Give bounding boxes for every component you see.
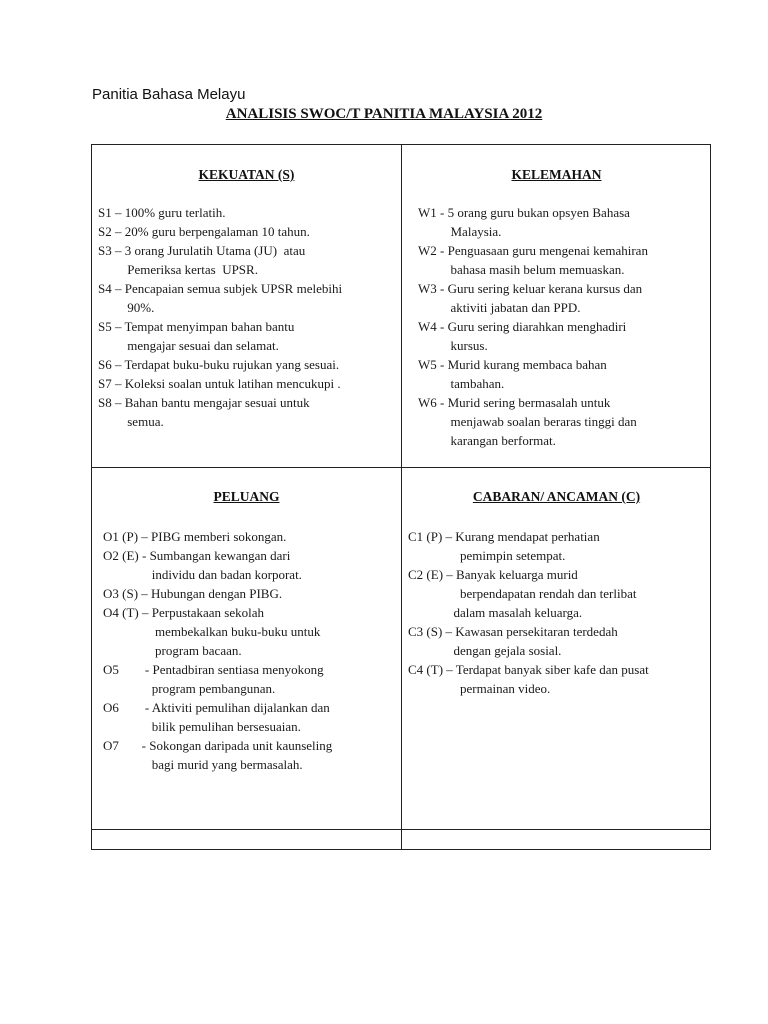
list-item: Malaysia. <box>418 224 502 239</box>
list-item: O1 (P) – PIBG memberi sokongan. <box>103 529 287 544</box>
list-item: program pembangunan. <box>103 681 276 696</box>
list-item: program bacaan. <box>103 643 242 658</box>
list-item: menjawab soalan beraras tinggi dan <box>418 414 637 429</box>
list-item: W2 - Penguasaan guru mengenai kemahiran <box>418 243 648 258</box>
list-item: 90%. <box>98 300 155 315</box>
panel-name: Panitia Bahasa Melayu <box>92 86 246 103</box>
list-item: S2 – 20% guru berpengalaman 10 tahun. <box>98 224 310 239</box>
list-item: W6 - Murid sering bermasalah untuk <box>418 395 611 410</box>
list-item: membekalkan buku-buku untuk <box>103 624 321 639</box>
list-item: S5 – Tempat menyimpan bahan bantu <box>98 319 295 334</box>
list-item: W3 - Guru sering keluar kerana kursus dan <box>418 281 643 296</box>
list-item: O4 (T) – Perpustakaan sekolah <box>103 605 265 620</box>
list-item: dengan gejala sosial. <box>408 643 562 658</box>
strengths-title: KEKUATAN (S) <box>198 167 295 182</box>
opportunities-list <box>103 527 399 774</box>
weaknesses-list <box>418 203 708 450</box>
list-item: S3 – 3 orang Jurulatih Utama (JU) atau <box>98 243 306 258</box>
list-item: W1 - 5 orang guru bukan opsyen Bahasa <box>418 205 630 220</box>
list-item: tambahan. <box>418 376 505 391</box>
list-item: aktiviti jabatan dan PPD. <box>418 300 581 315</box>
list-item: kursus. <box>418 338 488 353</box>
list-item: S8 – Bahan bantu mengajar sesuai untuk <box>98 395 310 410</box>
list-item: C4 (T) – Terdapat banyak siber kafe dan pusat <box>408 662 649 677</box>
list-item: S4 – Pencapaian semua subjek UPSR melebihi <box>98 281 343 296</box>
list-item: O5 - Pentadbiran sentiasa menyokong <box>103 662 324 677</box>
list-item: dalam masalah keluarga. <box>408 605 583 620</box>
list-item: Pemeriksa kertas UPSR. <box>98 262 258 277</box>
list-item: S1 – 100% guru terlatih. <box>98 205 226 220</box>
list-item: mengajar sesuai dan selamat. <box>98 338 279 353</box>
list-item: C2 (E) – Banyak keluarga murid <box>408 567 578 582</box>
list-item: C1 (P) – Kurang mendapat perhatian <box>408 529 600 544</box>
list-item: permainan video. <box>408 681 551 696</box>
list-item: pemimpin setempat. <box>408 548 566 563</box>
list-item: O6 - Aktiviti pemulihan dijalankan dan <box>103 700 330 715</box>
list-item: semua. <box>98 414 164 429</box>
list-item: S6 – Terdapat buku-buku rujukan yang sesuai. <box>98 357 340 372</box>
weaknesses-title: KELEMAHAN <box>511 167 602 182</box>
opportunities-title: PELUANG <box>213 489 280 504</box>
list-item: W5 - Murid kurang membaca bahan <box>418 357 607 372</box>
challenges-title: CABARAN/ ANCAMAN (C) <box>472 489 641 504</box>
list-item: O2 (E) - Sumbangan kewangan dari <box>103 548 291 563</box>
list-item: bilik pemulihan bersesuaian. <box>103 719 301 734</box>
list-item: O7 - Sokongan daripada unit kaunseling <box>103 738 333 753</box>
strengths-list <box>98 203 398 431</box>
list-item: S7 – Koleksi soalan untuk latihan mencukupi . <box>98 376 341 391</box>
bottom-row-divider <box>92 829 710 830</box>
list-item: karangan berformat. <box>418 433 556 448</box>
document-title: ANALISIS SWOC/T PANITIA MALAYSIA 2012 <box>225 106 543 122</box>
list-item: berpendapatan rendah dan terlibat <box>408 586 637 601</box>
list-item: C3 (S) – Kawasan persekitaran terdedah <box>408 624 618 639</box>
list-item: bahasa masih belum memuaskan. <box>418 262 625 277</box>
row-divider <box>92 467 710 468</box>
list-item: bagi murid yang bermasalah. <box>103 757 303 772</box>
list-item: O3 (S) – Hubungan dengan PIBG. <box>103 586 283 601</box>
list-item: W4 - Guru sering diarahkan menghadiri <box>418 319 627 334</box>
list-item: individu dan badan korporat. <box>103 567 302 582</box>
challenges-list <box>408 527 708 698</box>
swot-table <box>91 144 711 850</box>
